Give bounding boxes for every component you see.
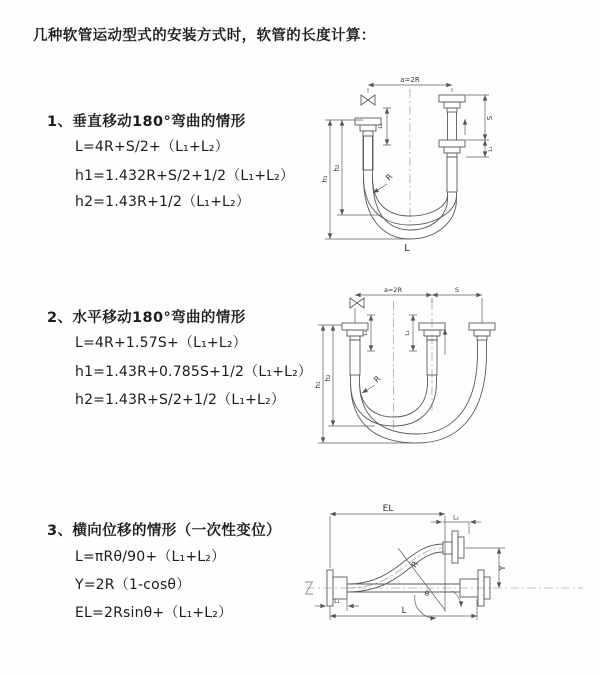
section-1-formula-l: L=4R+S/2+（L₁+L₂）	[75, 139, 229, 155]
valve-icon	[361, 95, 375, 105]
dim-label-l2: L₂	[405, 330, 411, 336]
dim-label-l2: L₂	[488, 146, 494, 152]
section-1-formula-h1: h1=1.432R+S/2+1/2（L₁+L₂）	[75, 168, 295, 184]
dim-label-r: R	[384, 172, 395, 183]
valve-icon	[350, 298, 364, 308]
dim-label-l1: L₁	[334, 598, 340, 605]
hose-body	[355, 89, 465, 239]
section-2-formula-h1: h1=1.43R+0.785S+1/2（L₁+L₂）	[75, 364, 313, 380]
diagram-vertical-180-bend	[303, 73, 590, 258]
dim-label-s: S	[486, 115, 494, 121]
right-flange-lower-position	[439, 140, 465, 192]
section-3-heading: 3、横向位移的情形（一次性变位）	[47, 523, 281, 539]
dim-label-s: S	[454, 286, 460, 294]
dim-label-l: L	[401, 606, 407, 616]
dimension-labels	[321, 76, 494, 254]
dim-label-a2r: a=2R	[400, 76, 420, 84]
dim-label-el: EL	[382, 504, 394, 514]
section-3-formula-l: L=πRθ/90+（L₁+L₂）	[75, 549, 226, 565]
section-1-formula-h2: h2=1.43R+1/2（L₁+L₂）	[75, 194, 251, 210]
dim-label-h1: h₁	[321, 175, 329, 183]
diagram-horizontal-180-bend	[305, 283, 590, 458]
dim-label-l2: L₂	[453, 514, 459, 522]
section-3-formula-el: EL=2Rsinθ+（L₁+L₂）	[75, 605, 233, 621]
dim-label-h2: h₂	[324, 374, 332, 382]
dim-label-r: R	[372, 374, 383, 385]
dim-label-y: Y	[498, 565, 507, 571]
dim-label-h1: h₁	[314, 381, 322, 389]
hose-body	[305, 516, 583, 612]
page-title: 几种软管运动型式的安装方式时，软管的长度计算：	[33, 28, 376, 44]
dim-label-a2r: a=2R	[383, 286, 403, 294]
radius-line	[398, 548, 445, 610]
right-flange-moved-position	[469, 323, 495, 340]
dim-label-l1: L₁	[378, 123, 384, 129]
dim-label-l1: L₁	[363, 330, 369, 336]
dim-label-theta: θ	[424, 590, 430, 598]
dimensions	[315, 514, 505, 620]
section-2-formula-h2: h2=1.43R+S/2+1/2（L₁+L₂）	[75, 392, 286, 408]
right-flange-upper-position	[439, 95, 465, 140]
upper-flange-displaced-position	[443, 531, 464, 563]
section-3-formula-y: Y=2R（1-cosθ）	[75, 577, 191, 593]
section-2-formula-l: L=4R+1.57S+（L₁+L₂）	[75, 335, 247, 351]
section-2-heading: 2、水平移动180°弯曲的情形	[47, 310, 246, 326]
section-1-heading: 1、垂直移动180°弯曲的情形	[47, 114, 246, 130]
dim-label-h2: h₂	[333, 164, 341, 172]
dim-label-r: R	[409, 559, 421, 570]
dimensions	[318, 295, 482, 443]
hose-body	[342, 298, 495, 443]
diagram-lateral-displacement	[303, 500, 590, 660]
dim-label-l: L	[404, 243, 410, 254]
